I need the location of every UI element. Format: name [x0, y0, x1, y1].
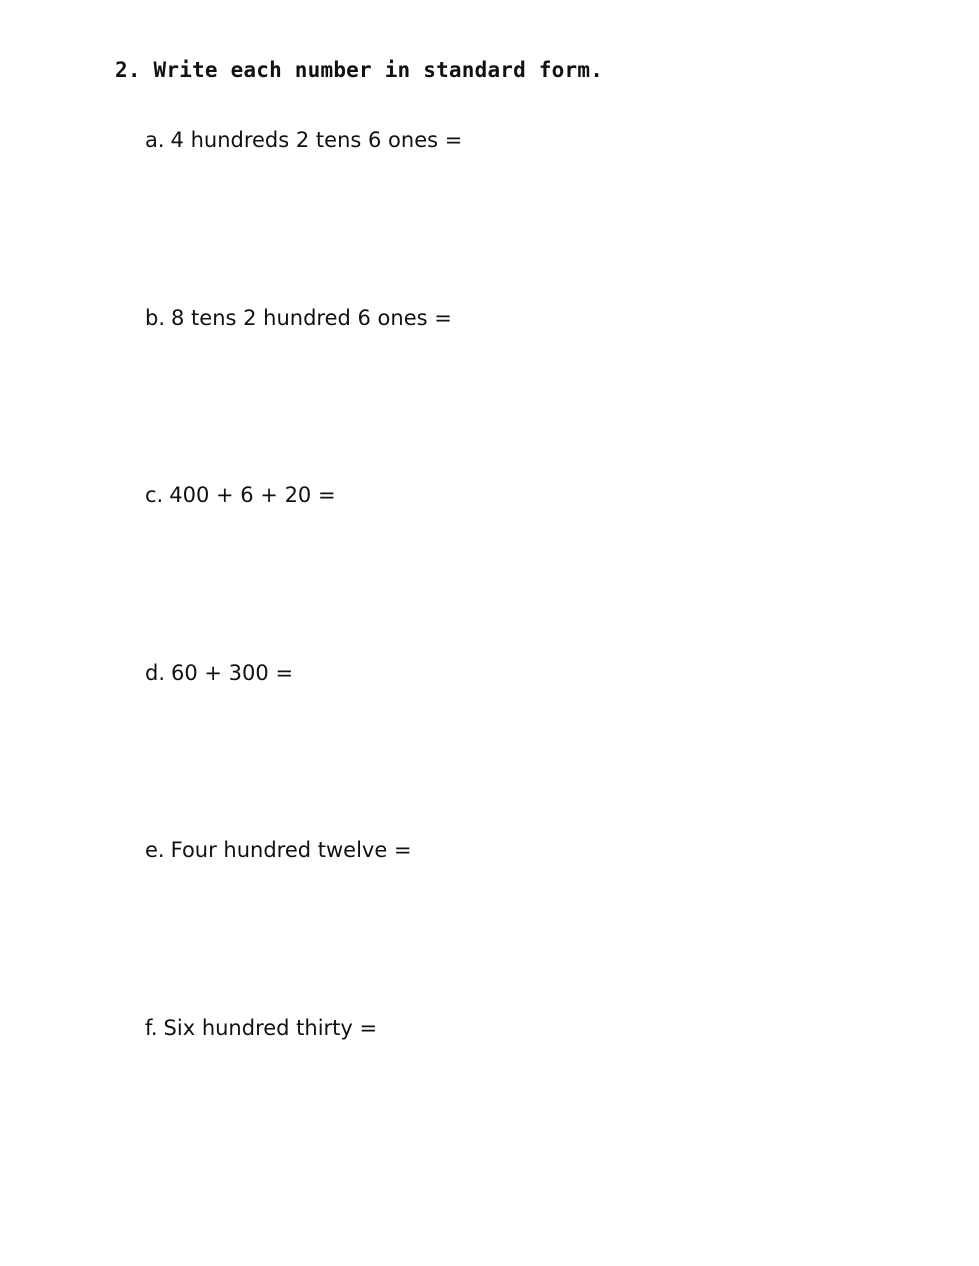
problem-letter: c. [145, 483, 164, 507]
problem-text: 60 + 300 = [171, 661, 294, 685]
problem-e [145, 838, 412, 862]
problem-text: Six hundred thirty = [163, 1016, 378, 1040]
problem-text: Four hundred twelve = [170, 838, 412, 862]
problem-letter: f. [145, 1016, 158, 1040]
problem-letter: d. [145, 661, 166, 685]
question-heading [115, 58, 603, 82]
problem-text: 4 hundreds 2 tens 6 ones = [170, 128, 463, 152]
question-title: Write each number in standard form. [153, 58, 604, 82]
question-number: 2. [115, 58, 141, 82]
problem-text: 8 tens 2 hundred 6 ones = [171, 306, 452, 330]
problem-text: 400 + 6 + 20 = [169, 483, 336, 507]
problem-letter: e. [145, 838, 165, 862]
problem-a [145, 128, 462, 152]
problem-d [145, 661, 293, 685]
problem-c [145, 483, 336, 507]
problem-letter: a. [145, 128, 165, 152]
problem-b [145, 306, 452, 330]
problem-letter: b. [145, 306, 166, 330]
problem-f [145, 1016, 377, 1040]
